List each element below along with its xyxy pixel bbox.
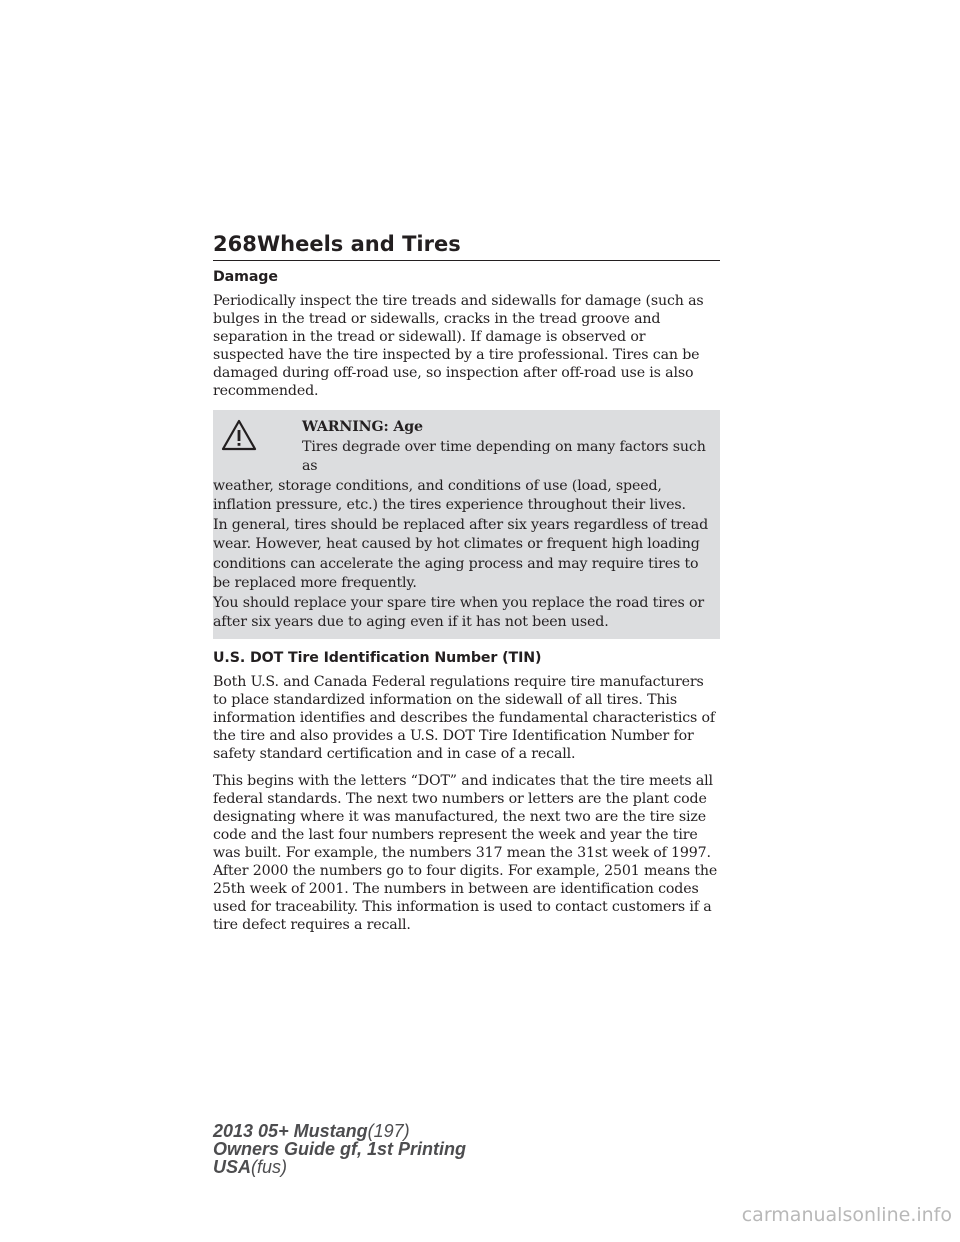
warning-triangle-icon: [221, 419, 257, 451]
tin-paragraph1: Both U.S. and Canada Federal regulations require tire manufacturers to place standardized information on the sidewall of all tires. This information identifies and describes the fundamental characteristics of the tire and also provides a U.S. DOT Tire Identification Number for safety standard certification and in case of a recall.: [213, 673, 715, 762]
page-header: [213, 228, 720, 261]
footer-page-code: (197): [367, 1121, 410, 1141]
footer-market-code: (fus): [251, 1157, 288, 1177]
warning-paragraph3: You should replace your spare tire when you replace the road tires or after six years due to aging even if it has not been used.: [213, 594, 705, 630]
document-footer: [213, 1122, 466, 1176]
watermark-text: carmanualsonline.info: [741, 1204, 952, 1226]
warning-line1-continued: weather, storage conditions, and conditions of use (load, speed, inflation pressure, etc.) the tires experience throughout their lives.: [213, 477, 686, 513]
tin-heading: U.S. DOT Tire Identification Number (TIN): [213, 649, 542, 666]
warning-title: WARNING: Age: [302, 419, 423, 435]
damage-heading: Damage: [213, 269, 278, 285]
footer-market: USA: [213, 1157, 252, 1177]
warning-box: [213, 410, 720, 639]
footer-model: 2013 05+ Mustang: [213, 1121, 368, 1141]
tin-paragraph2: This begins with the letters “DOT” and indicates that the tire meets all federal standards. The next two numbers or letters are the plant code designating where it was manufactured, the next two are the tire size code and the last four numbers represent the week and year the tire was built. For example, the numbers 317 mean the 31st week of 1997. After 2000 the numbers go to four digits. For example, 2501 means the 25th week of 2001. The numbers in between are identification codes used for traceability. This information is used to contact customers if a tire defect requires a recall.: [213, 772, 718, 933]
footer-line3: [213, 1158, 466, 1176]
page-content: [213, 268, 720, 943]
footer-line2: Owners Guide gf, 1st Printing: [213, 1139, 467, 1159]
page-number: 268: [213, 232, 257, 256]
footer-line1: [213, 1122, 466, 1140]
section-title: Wheels and Tires: [257, 232, 461, 256]
damage-paragraph: Periodically inspect the tire treads and sidewalls for damage (such as bulges in the tread or sidewalls, cracks in the tread groove and separation in the tread or sidewall). If damage is observed or suspected have the tire inspected by a tire professional. Tires can be damaged during off-road use, so inspection after off-road use is also recommended.: [213, 293, 704, 399]
warning-line1: Tires degrade over time depending on many factors such as: [302, 438, 706, 474]
warning-paragraph2: In general, tires should be replaced after six years regardless of tread wear. However, heat caused by hot climates or frequent high loading conditions can accelerate the aging process and may require tires to be replaced more frequently.: [213, 516, 709, 591]
